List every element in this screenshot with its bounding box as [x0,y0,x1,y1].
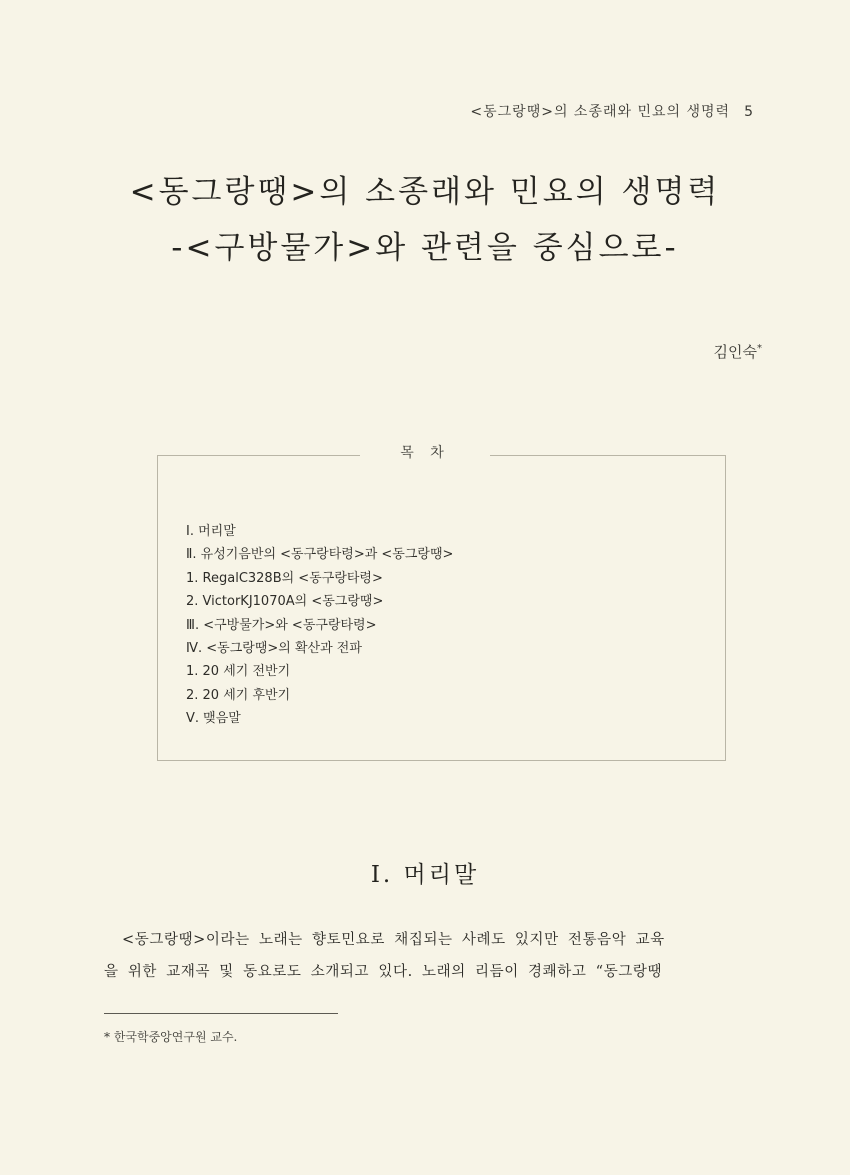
footnote: * 한국학중앙연구원 교수. [104,1030,238,1044]
author-footnote-mark: * [757,343,762,354]
toc-item: Ⅰ. 머리말 [186,524,236,539]
toc-item: 2. 20 세기 후반기 [186,687,291,703]
body-text-line: 을 위한 교재곡 및 동요로도 소개되고 있다. 노래의 리듬이 경쾌하고 “동그랑땡 [104,964,663,980]
running-header-title: <동그랑땡>의 소종래와 민요의 생명력 [470,104,731,120]
author-name: 김인숙 [713,343,757,361]
toc-item: Ⅴ. 맺음말 [186,711,241,727]
page-number: 5 [744,104,754,120]
toc-list [186,520,453,731]
toc-item: 1. RegalC328B의 <동구랑타령> [186,570,383,586]
section-heading: Ⅰ. 머리말 [370,862,480,888]
toc-item: 1. 20 세기 전반기 [186,664,291,680]
author [714,341,762,362]
toc-item: Ⅲ. <구방물가>와 <동구랑타령> [186,617,377,633]
toc-item: Ⅳ. <동그랑땡>의 확산과 전파 [186,640,362,656]
toc-item: 2. VictorKJ1070A의 <동그랑땡> [186,594,384,610]
body-text-line: <동그랑땡>이라는 노래는 향토민요로 채집되는 사례도 있지만 전통음악 교육 [122,932,665,948]
footnote-divider [104,1013,338,1014]
paper-subtitle: -<구방물가>와 관련을 중심으로- [171,230,679,266]
running-header [470,101,754,121]
toc-item: Ⅱ. 유성기음반의 <동구랑타령>과 <동그랑땡> [186,547,454,563]
toc-heading: 목 차 [360,445,490,461]
paper-title: <동그랑땡>의 소종래와 민요의 생명력 [129,174,721,210]
toc-heading-wrap [0,442,850,462]
